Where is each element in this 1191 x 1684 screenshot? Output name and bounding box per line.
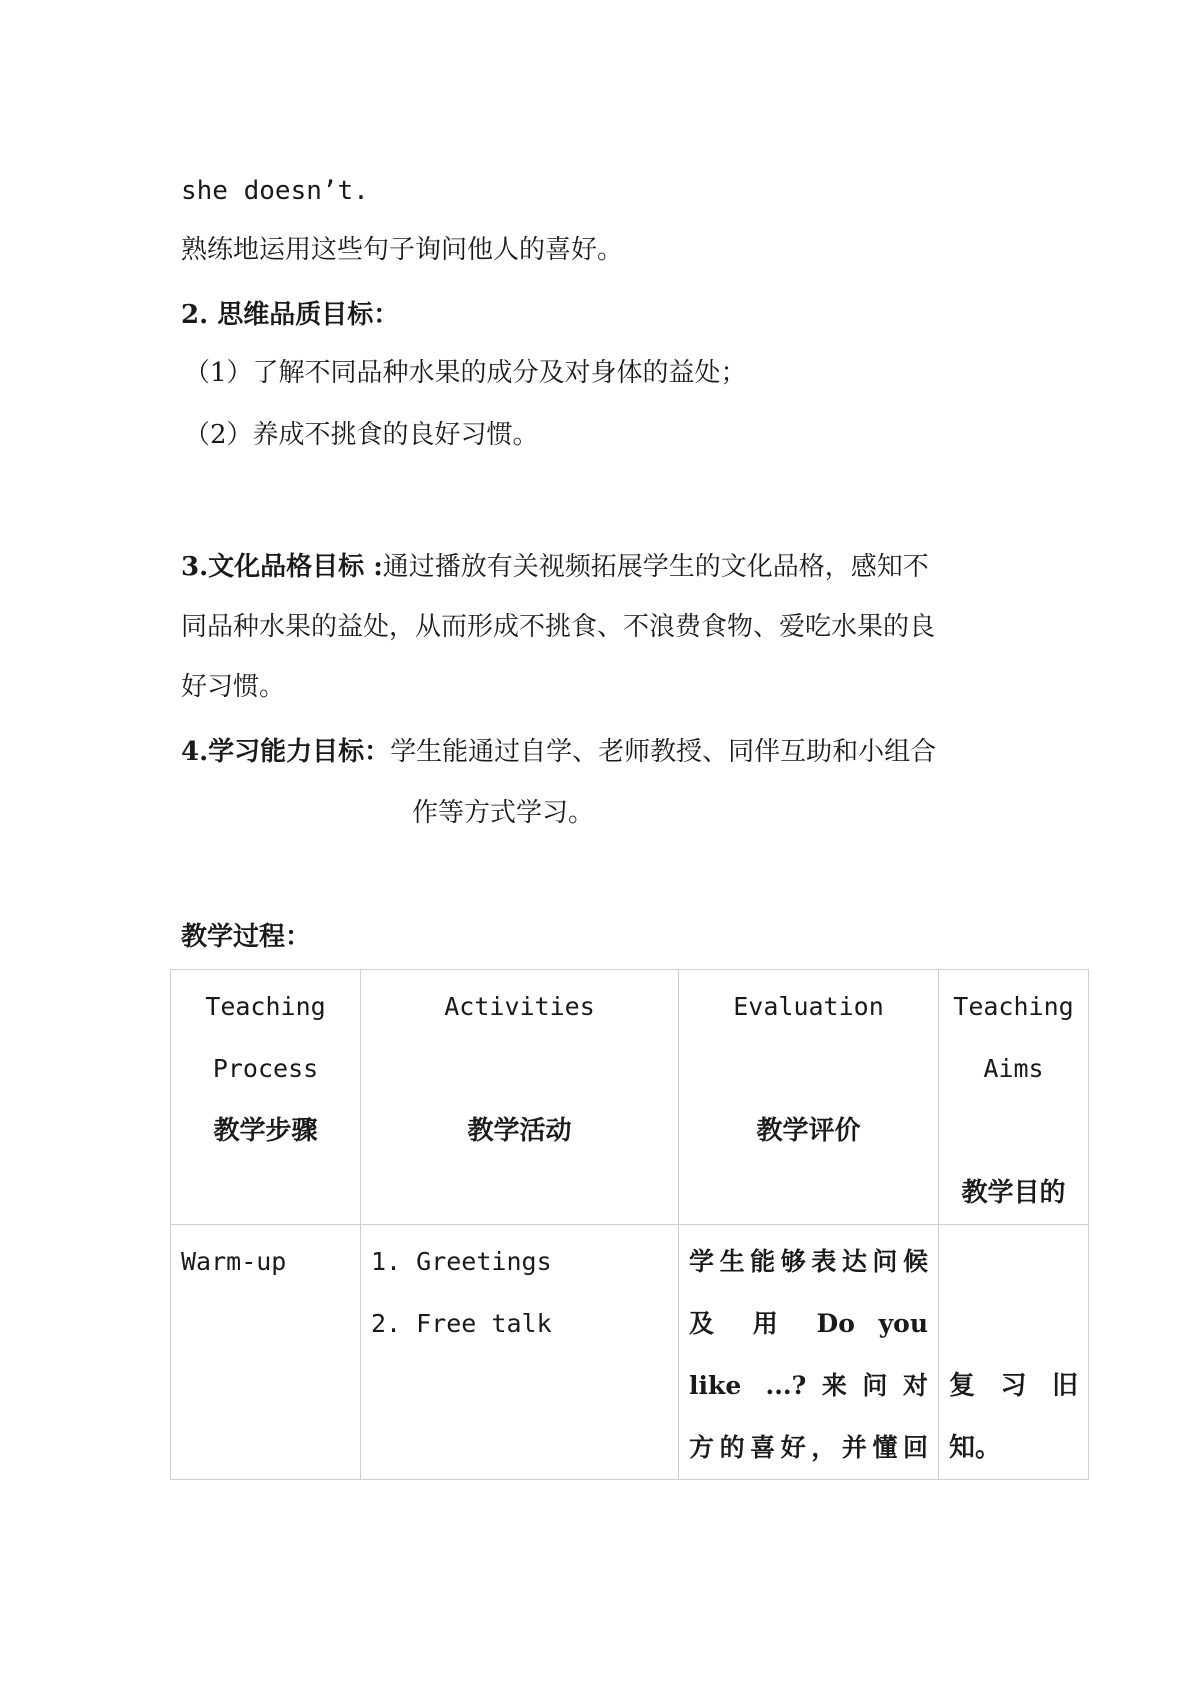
- paragraph-line: [181, 735, 936, 769]
- aim-line: 知。: [949, 1433, 1002, 1463]
- header-label-zh: 教学目的: [961, 1178, 1066, 1208]
- step-cell: [171, 1225, 361, 1480]
- paragraph-line: 同品种水果的益处，从而形成不挑食、不浪费食物、爱吃水果的良: [181, 612, 936, 642]
- header-label-en: Activities: [444, 992, 595, 1021]
- teaching-process-table: [170, 969, 1089, 1480]
- section-heading: 教学过程：: [181, 922, 312, 952]
- aims-cell: [939, 1225, 1089, 1480]
- header-label-en: Process: [212, 1054, 319, 1083]
- list-item: （1）了解不同品种水果的成分及对身体的益处；: [184, 358, 747, 388]
- header-cell: [171, 970, 361, 1225]
- list-item: （2）养成不挑食的良好习惯。: [184, 420, 539, 450]
- text-line: 熟练地运用这些句子询问他人的喜好。: [181, 235, 624, 265]
- header-label-en: Teaching: [953, 992, 1074, 1021]
- paragraph-text: 通过播放有关视频拓展学生的文化品格，感知不: [382, 552, 929, 582]
- evaluation-line: like ...?来问对: [689, 1371, 928, 1400]
- table-row: [171, 1225, 1089, 1480]
- header-label-zh: 教学活动: [467, 1116, 572, 1146]
- section-heading: 3.文化品格目标 :: [181, 552, 383, 582]
- header-label-zh: 教学步骤: [213, 1116, 318, 1146]
- aim-line: 复 习 旧: [949, 1371, 1078, 1401]
- paragraph-line: 作等方式学习。: [412, 798, 595, 828]
- table-header-row: [171, 970, 1089, 1225]
- paragraph-text: 学生能通过自学、老师教授、同伴互助和小组合: [390, 737, 937, 767]
- step-label: Warm-up: [181, 1247, 287, 1276]
- evaluation-line: 学生能够表达问候: [689, 1247, 928, 1276]
- text-line: she doesn’t.: [181, 176, 369, 206]
- evaluation-line: 及 用 Do you: [689, 1309, 928, 1338]
- header-label-zh: 教学评价: [756, 1116, 861, 1146]
- evaluation-cell: [679, 1225, 939, 1480]
- header-label-en: Aims: [983, 1054, 1044, 1083]
- header-cell: [361, 970, 679, 1225]
- header-label-en: Teaching: [205, 992, 326, 1021]
- section-heading: 2. 思维品质目标：: [181, 300, 400, 330]
- header-cell: [939, 970, 1089, 1225]
- activity-item: 2. Free talk: [371, 1309, 552, 1338]
- header-cell: [679, 970, 939, 1225]
- header-label-en: Evaluation: [733, 992, 884, 1021]
- paragraph-line: [181, 550, 929, 584]
- activities-cell: [361, 1225, 679, 1480]
- activity-item: 1. Greetings: [371, 1247, 552, 1276]
- section-heading: 4.学习能力目标：: [181, 737, 391, 767]
- paragraph-line: 好习惯。: [181, 672, 286, 702]
- evaluation-line: 方的喜好，并懂回: [689, 1433, 928, 1462]
